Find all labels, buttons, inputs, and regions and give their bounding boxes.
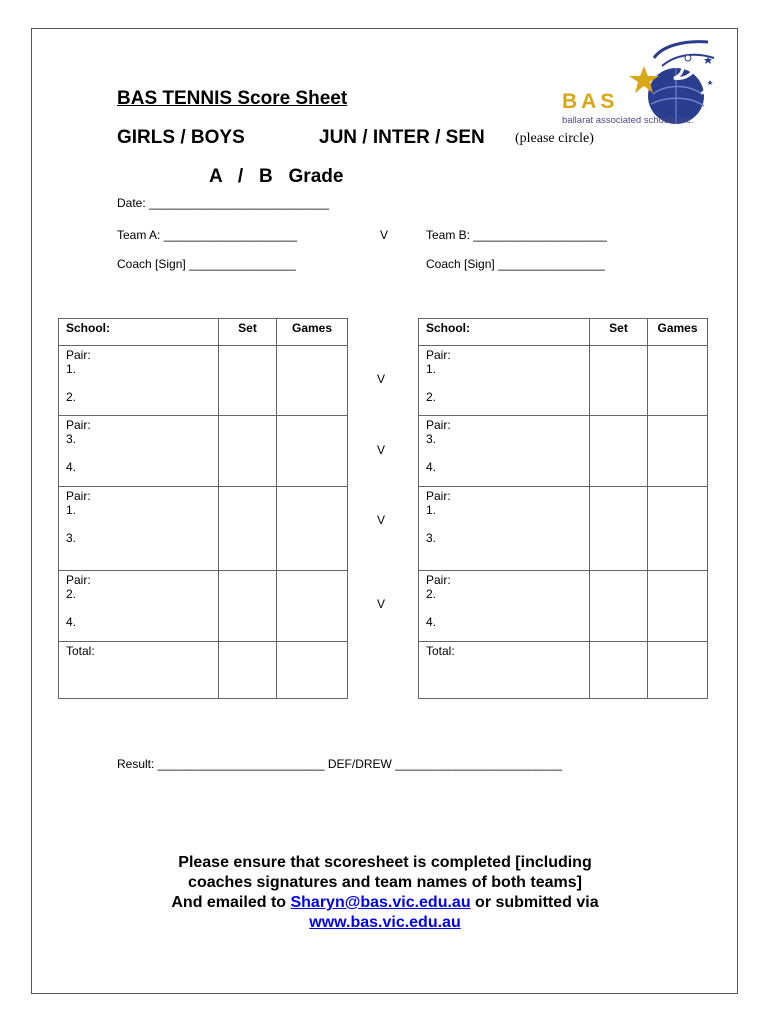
- pair-label: Pair:: [66, 489, 91, 503]
- teams-versus: V: [380, 228, 389, 242]
- player-slot: 3.: [66, 531, 77, 545]
- col-school: School:: [419, 319, 590, 346]
- pair-cell[interactable]: [419, 346, 590, 416]
- versus-mark: V: [377, 443, 386, 457]
- set-cell[interactable]: [219, 416, 277, 487]
- footer-line-3-post: or submitted via: [470, 894, 599, 911]
- total-games-cell[interactable]: [648, 642, 708, 699]
- score-table-left: [58, 318, 348, 699]
- total-games-cell[interactable]: [277, 642, 348, 699]
- pair-label: Pair:: [426, 573, 451, 587]
- team-b-field[interactable]: Team B: ____________________: [426, 228, 607, 242]
- pair-cell[interactable]: [59, 571, 219, 642]
- level-options: JUN / INTER / SEN: [319, 127, 485, 148]
- pair-label: Pair:: [426, 489, 451, 503]
- col-games: Games: [277, 319, 348, 346]
- col-games: Games: [648, 319, 708, 346]
- player-slot: 2.: [66, 390, 77, 404]
- set-cell[interactable]: [219, 571, 277, 642]
- player-slot: 1.: [426, 503, 437, 517]
- player-slot: 4.: [426, 460, 437, 474]
- player-slot: 1.: [66, 362, 77, 376]
- set-cell[interactable]: [590, 487, 648, 571]
- games-cell[interactable]: [277, 571, 348, 642]
- set-cell[interactable]: [590, 346, 648, 416]
- player-slot: 2.: [426, 390, 437, 404]
- footer-line-3: [0, 893, 770, 913]
- pair-label: Pair:: [66, 418, 91, 432]
- set-cell[interactable]: [590, 571, 648, 642]
- games-cell[interactable]: [277, 416, 348, 487]
- col-school: School:: [59, 319, 219, 346]
- col-set: Set: [219, 319, 277, 346]
- player-slot: 3.: [66, 432, 77, 446]
- email-link[interactable]: Sharyn@bas.vic.edu.au: [290, 894, 471, 911]
- set-cell[interactable]: [219, 487, 277, 571]
- set-cell[interactable]: [219, 346, 277, 416]
- pair-cell[interactable]: [419, 487, 590, 571]
- pair-label: Pair:: [426, 418, 451, 432]
- col-set: Set: [590, 319, 648, 346]
- pair-cell[interactable]: [59, 487, 219, 571]
- logo-wordmark: BAS: [562, 90, 619, 113]
- total-set-cell[interactable]: [590, 642, 648, 699]
- grade-options: A / B Grade: [209, 166, 344, 187]
- games-cell[interactable]: [648, 487, 708, 571]
- total-label: Total:: [59, 642, 219, 699]
- player-slot: 2.: [426, 587, 437, 601]
- player-slot: 4.: [426, 615, 437, 629]
- player-slot: 3.: [426, 531, 437, 545]
- score-table-right: [418, 318, 708, 699]
- team-a-field[interactable]: Team A: ____________________: [117, 228, 298, 242]
- player-slot: 1.: [66, 503, 77, 517]
- coach-a-sign-field[interactable]: Coach [Sign] ________________: [117, 257, 296, 271]
- pair-cell[interactable]: [419, 571, 590, 642]
- footer-line-1: Please ensure that scoresheet is completed [including: [178, 854, 592, 871]
- pair-label: Pair:: [66, 573, 91, 587]
- games-cell[interactable]: [648, 416, 708, 487]
- player-slot: 1.: [426, 362, 437, 376]
- games-cell[interactable]: [277, 487, 348, 571]
- versus-mark: V: [377, 513, 386, 527]
- pair-cell[interactable]: [419, 416, 590, 487]
- player-slot: 4.: [66, 615, 77, 629]
- games-cell[interactable]: [648, 346, 708, 416]
- player-slot: 2.: [66, 587, 77, 601]
- games-cell[interactable]: [277, 346, 348, 416]
- set-cell[interactable]: [590, 416, 648, 487]
- versus-mark: V: [377, 597, 386, 611]
- result-field[interactable]: Result: _________________________ DEF/DREW _________________________: [117, 757, 563, 771]
- logo-subtitle: ballarat associated schools inc.: [562, 115, 694, 126]
- versus-mark: V: [377, 372, 386, 386]
- coach-b-sign-field[interactable]: Coach [Sign] ________________: [426, 257, 605, 271]
- gender-options: GIRLS / BOYS: [117, 127, 245, 148]
- player-slot: 3.: [426, 432, 437, 446]
- footer-instructions: [0, 853, 770, 933]
- date-field[interactable]: Date: ___________________________: [117, 196, 330, 210]
- total-set-cell[interactable]: [219, 642, 277, 699]
- player-slot: 4.: [66, 460, 77, 474]
- footer-line-3-pre: And emailed to: [171, 894, 291, 911]
- footer-line-2: coaches signatures and team names of both teams]: [188, 874, 582, 891]
- website-link[interactable]: www.bas.vic.edu.au: [309, 914, 461, 931]
- games-cell[interactable]: [648, 571, 708, 642]
- total-label: Total:: [419, 642, 590, 699]
- pair-cell[interactable]: [59, 346, 219, 416]
- pair-label: Pair:: [66, 348, 91, 362]
- circle-note: (please circle): [515, 131, 594, 146]
- pair-label: Pair:: [426, 348, 451, 362]
- pair-cell[interactable]: [59, 416, 219, 487]
- page-title: BAS TENNIS Score Sheet: [117, 88, 348, 109]
